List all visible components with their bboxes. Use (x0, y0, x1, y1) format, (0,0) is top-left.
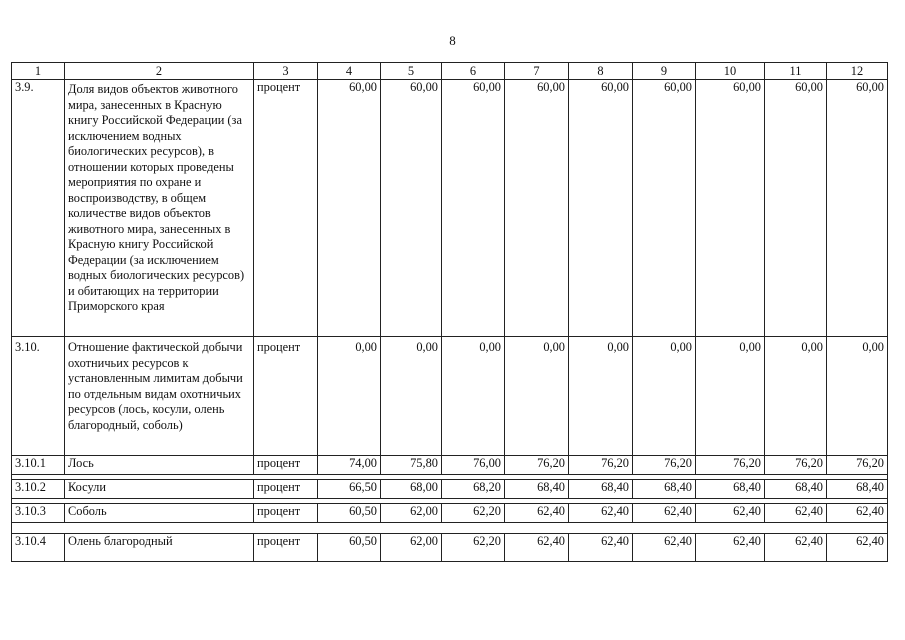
row-value: 60,00 (696, 80, 765, 337)
row-indicator-name: Доля видов объектов животного мира, занесенных в Красную книгу Российской Федерации (за исключением водных биологических ресурсов), в отношении которых проведены мероприятия по охране и воспроизводству, в общем количестве видов объектов животного мира, занесенных в Красную книгу Российской Федерации (за исключением водных биологических ресурсов) и обитающих на территории Приморского края (65, 80, 254, 337)
row-value: 76,00 (442, 456, 505, 475)
row-value: 62,40 (505, 504, 569, 523)
row-unit: процент (254, 337, 318, 456)
row-value: 62,40 (633, 504, 696, 523)
row-code: 3.10. (12, 337, 65, 456)
row-value: 62,20 (442, 534, 505, 562)
column-header: 9 (633, 63, 696, 80)
row-unit: процент (254, 504, 318, 523)
column-header: 2 (65, 63, 254, 80)
column-header: 7 (505, 63, 569, 80)
row-value: 76,20 (633, 456, 696, 475)
row-value: 62,40 (696, 534, 765, 562)
row-value: 76,20 (569, 456, 633, 475)
row-value: 60,00 (765, 80, 827, 337)
row-value: 60,00 (381, 80, 442, 337)
table-row (12, 80, 888, 337)
row-value: 62,40 (633, 534, 696, 562)
row-value: 60,00 (633, 80, 696, 337)
row-value: 0,00 (827, 337, 888, 456)
row-unit: процент (254, 80, 318, 337)
row-value: 60,50 (318, 504, 381, 523)
row-value: 76,20 (505, 456, 569, 475)
row-value: 68,40 (505, 480, 569, 499)
row-value: 60,00 (827, 80, 888, 337)
column-header: 6 (442, 63, 505, 80)
column-header: 12 (827, 63, 888, 80)
row-indicator-name: Соболь (65, 504, 254, 523)
row-value: 68,40 (765, 480, 827, 499)
row-value: 0,00 (765, 337, 827, 456)
row-indicator-name: Отношение фактической добычи охотничьих ресурсов к установленным лимитам добычи по отдельным видам охотничьих ресурсов (лось, косули, олень благородный, соболь) (65, 337, 254, 456)
row-value: 62,20 (442, 504, 505, 523)
row-value: 62,40 (696, 504, 765, 523)
column-header: 8 (569, 63, 633, 80)
row-value: 62,00 (381, 504, 442, 523)
row-value: 0,00 (442, 337, 505, 456)
row-value: 0,00 (381, 337, 442, 456)
row-value: 75,80 (381, 456, 442, 475)
row-value: 76,20 (696, 456, 765, 475)
row-value: 66,50 (318, 480, 381, 499)
row-spacer (12, 523, 888, 534)
row-value: 68,20 (442, 480, 505, 499)
row-unit: процент (254, 480, 318, 499)
row-value: 60,50 (318, 534, 381, 562)
row-value: 60,00 (318, 80, 381, 337)
row-value: 62,40 (765, 534, 827, 562)
row-value: 62,40 (505, 534, 569, 562)
row-indicator-name: Олень благородный (65, 534, 254, 562)
row-value: 68,40 (827, 480, 888, 499)
table-row (12, 337, 888, 456)
row-value: 62,40 (827, 534, 888, 562)
row-value: 68,40 (696, 480, 765, 499)
row-value: 68,40 (569, 480, 633, 499)
row-value: 0,00 (505, 337, 569, 456)
row-value: 60,00 (442, 80, 505, 337)
row-indicator-name: Косули (65, 480, 254, 499)
row-value: 62,40 (765, 504, 827, 523)
column-header: 1 (12, 63, 65, 80)
row-value: 60,00 (505, 80, 569, 337)
row-value: 0,00 (633, 337, 696, 456)
row-value: 0,00 (696, 337, 765, 456)
row-value: 68,00 (381, 480, 442, 499)
row-value: 62,40 (827, 504, 888, 523)
column-header: 5 (381, 63, 442, 80)
table-row (12, 456, 888, 475)
row-value: 76,20 (765, 456, 827, 475)
row-unit: процент (254, 534, 318, 562)
indicator-table (11, 62, 888, 562)
row-code: 3.10.4 (12, 534, 65, 562)
row-value: 74,00 (318, 456, 381, 475)
row-code: 3.10.3 (12, 504, 65, 523)
column-header: 4 (318, 63, 381, 80)
row-value: 60,00 (569, 80, 633, 337)
header-row (12, 63, 888, 80)
row-value: 68,40 (633, 480, 696, 499)
row-value: 62,00 (381, 534, 442, 562)
row-value: 0,00 (318, 337, 381, 456)
row-code: 3.9. (12, 80, 65, 337)
row-indicator-name: Лось (65, 456, 254, 475)
row-unit: процент (254, 456, 318, 475)
table-row (12, 504, 888, 523)
row-code: 3.10.2 (12, 480, 65, 499)
column-header: 10 (696, 63, 765, 80)
row-value: 0,00 (569, 337, 633, 456)
table-row (12, 480, 888, 499)
row-value: 62,40 (569, 504, 633, 523)
table-row (12, 534, 888, 562)
column-header: 11 (765, 63, 827, 80)
column-header: 3 (254, 63, 318, 80)
row-value: 76,20 (827, 456, 888, 475)
page-number: 8 (449, 33, 456, 48)
row-value: 62,40 (569, 534, 633, 562)
row-code: 3.10.1 (12, 456, 65, 475)
